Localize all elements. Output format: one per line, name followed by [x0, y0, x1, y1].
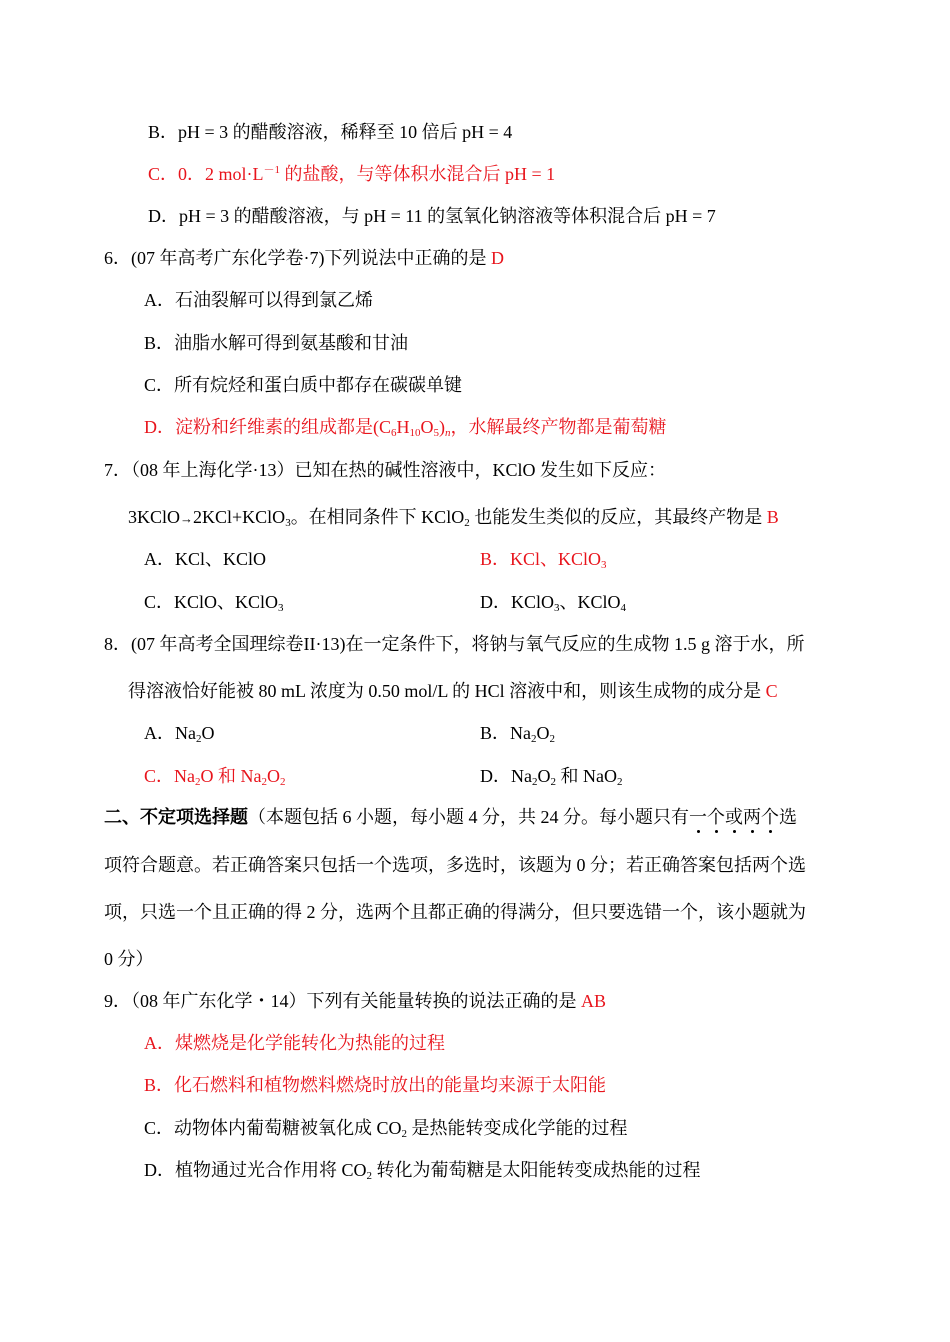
- q9-option-c: C．动物体内葡萄糖被氧化成 $CO_2$ 是热能转变成化学能的过程: [144, 1118, 628, 1140]
- q8-option-b: B．$Na_2O_2$: [480, 723, 555, 745]
- q5-option-b: B．pH = 3 的醋酸溶液，稀释至 10 倍后 pH = 4: [148, 122, 513, 142]
- q9-stem: 9．（08 年广东化学・14）下列有关能量转换的说法正确的是 AB: [104, 991, 607, 1011]
- q9-answer: AB: [581, 991, 607, 1011]
- q8-option-c: C．$Na_2O$ 和 $Na_2O_2$: [144, 766, 286, 788]
- q6-stem: 6．(07 年高考广东化学卷·7)下列说法中正确的是 D: [104, 248, 504, 268]
- q8-option-a: A．$Na_2O$: [144, 723, 215, 745]
- q7-option-c: C．KClO、KClO$_3$: [144, 592, 284, 614]
- q6-option-d: D．淀粉和纤维素的组成都是$(C_6H_{10}O_5)_n$，水解最终产物都是葡萄糖: [144, 417, 667, 439]
- section2-title: 二、不定项选择题: [104, 807, 248, 827]
- section2-line2: 项符合题意。若正确答案只包括一个选项，多选时，该题为 0 分；若正确答案包括两个选: [104, 855, 806, 875]
- q7-equation-line: 3KClO→2KCl+KClO$_3$。在相同条件下 KClO$_2$ 也能发生类似的反应，其最终产物是 B: [128, 507, 779, 529]
- q7-option-b: B．KCl、KClO$_3$: [480, 549, 607, 571]
- q6-option-c: C．所有烷烃和蛋白质中都存在碳碳单键: [144, 375, 463, 395]
- q8-option-d: D．$Na_2O_2$ 和 NaO$_2$: [480, 766, 623, 788]
- section2-line3: 项，只选一个且正确的得 2 分，选两个且都正确的得满分，但只要选错一个，该小题就为: [104, 902, 806, 922]
- q8-stem: 8．(07 年高考全国理综卷II·13)在一定条件下，将钠与氧气反应的生成物 1.5 g 溶于水，所: [104, 634, 805, 654]
- q9-option-d: D．植物通过光合作用将 $CO_2$ 转化为葡萄糖是太阳能转变成热能的过程: [144, 1160, 701, 1182]
- q8-stem-line2: 得溶液恰好能被 80 mL 浓度为 0.50 mol/L 的 HCl 溶液中和，则该生成物的成分是 C: [128, 681, 778, 701]
- q6-option-b: B．油脂水解可得到氨基酸和甘油: [144, 333, 409, 353]
- q9-option-a: A．煤燃烧是化学能转化为热能的过程: [144, 1033, 445, 1053]
- q5-option-c: C．0．2 $mol\cdot L^{-1}$ 的盐酸，与等体积水混合后 pH = 1: [148, 164, 556, 184]
- section2-line4: 0 分）: [104, 949, 154, 969]
- q9-option-b: B．化石燃料和植物燃料燃烧时放出的能量均来源于太阳能: [144, 1075, 607, 1095]
- q7-stem: 7．（08 年上海化学·13）已知在热的碱性溶液中，KClO 发生如下反应：: [104, 460, 666, 480]
- q8-answer: C: [765, 681, 778, 701]
- q7-option-d: D．KClO$_3$、KClO$_4$: [480, 592, 627, 614]
- q6-answer: D: [490, 248, 504, 268]
- q7-option-a: A．KCl、KClO: [144, 549, 267, 569]
- section2-heading-line: 二、不定项选择题（本题包括 6 小题，每小题 4 分，共 24 分。每小题只有一个或两个选: [104, 807, 797, 827]
- q6-option-a: A．石油裂解可以得到氯乙烯: [144, 290, 373, 310]
- q7-answer: B: [766, 507, 779, 527]
- q5-option-d: D．pH = 3 的醋酸溶液，与 pH = 11 的氢氧化钠溶液等体积混合后 pH = 7: [148, 206, 716, 226]
